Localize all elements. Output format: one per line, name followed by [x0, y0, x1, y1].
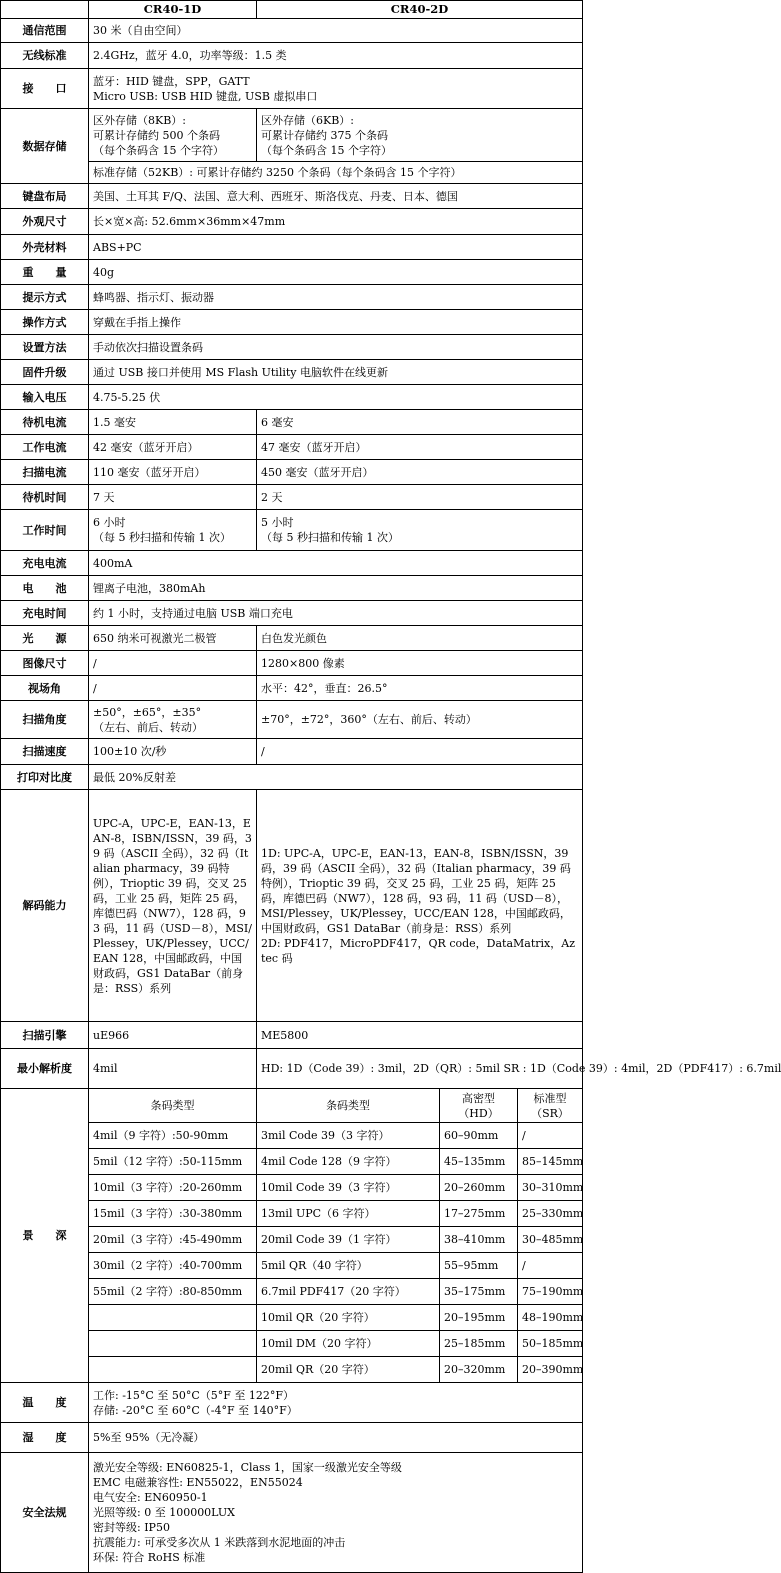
row-decode: [1, 790, 583, 1022]
dof-row: [1, 1357, 583, 1383]
row-keyboard: [1, 184, 583, 209]
dof-cell-hd: 55–95mm: [440, 1253, 518, 1279]
row-charge-current: [1, 551, 583, 576]
value-resolution-1d: 4mil: [89, 1049, 257, 1089]
dof-cell-hd: 25–185mm: [440, 1331, 518, 1357]
label-resolution: 最小解析度: [1, 1049, 89, 1089]
label-temperature: 温 度: [1, 1383, 89, 1423]
label-work-time: 工作时间: [1, 510, 89, 551]
header-cr40-2d: CR40-2D: [257, 1, 583, 19]
row-resolution: [1, 1049, 583, 1089]
row-scan-angle: [1, 701, 583, 739]
value-storage-1d: 区外存储（8KB）: 可累计存储约 500 个条码 （每个条码含 15 个字符）: [89, 109, 257, 162]
value-humidity: 5%至 95%（无冷凝）: [89, 1423, 583, 1453]
dof-cell-1d: [89, 1305, 257, 1331]
dof-cell-2d: 3mil Code 39（3 字符）: [257, 1123, 440, 1149]
label-range: 通信范围: [1, 19, 89, 43]
value-light-source-1d: 650 纳米可视激光二极管: [89, 626, 257, 651]
value-temperature: 工作: -15°C 至 50°C（5°F 至 122°F） 存储: -20°C 至 60°C（-4°F 至 140°F）: [89, 1383, 583, 1423]
dof-cell-hd: 17–275mm: [440, 1201, 518, 1227]
value-resolution-2d: HD: 1D（Code 39）: 3mil，2D（QR）: 5mil SR : 1D（Code 39）: 4mil，2D（PDF417）: 6.7mil: [257, 1049, 583, 1089]
dof-row: [1, 1123, 583, 1149]
row-scan-speed: [1, 739, 583, 765]
value-wireless: 2.4GHz，蓝牙 4.0，功率等级：1.5 类: [89, 43, 583, 69]
value-scan-angle-1d: ±50°，±65°，±35° （左右、前后、转动）: [89, 701, 257, 739]
row-light-source: [1, 626, 583, 651]
value-scan-speed-1d: 100±10 次/秒: [89, 739, 257, 765]
dof-row: [1, 1279, 583, 1305]
label-wireless: 无线标准: [1, 43, 89, 69]
value-decode-2d: 1D: UPC-A，UPC-E，EAN-13，EAN-8，ISBN/ISSN，39 码，39 码（ASCII 全码），32 码（Italian pharmacy，39 码特例），Trioptic 39 码，交叉 25 码，工业 25 码，矩阵 25 码，库德巴码（NW7），128 码，93 码，11 码（USD－8），MSI/Plessey，UK/Plessey，UCC/EAN 128，中国邮政码，中国财政码，GS1 DataBar（前身是：RSS）系列 2D: PDF417，MicroPDF417，QR code，DataMatrix，Aztec 码: [257, 790, 583, 1022]
dof-cell-sr: 75–190mm: [518, 1279, 583, 1305]
label-material: 外壳材料: [1, 235, 89, 260]
row-operation: [1, 310, 583, 335]
label-indication: 提示方式: [1, 285, 89, 310]
value-engine-1d: uE966: [89, 1022, 257, 1049]
dof-cell-sr: 30–485mm: [518, 1227, 583, 1253]
label-scan-current: 扫描电流: [1, 460, 89, 485]
label-charge-current: 充电电流: [1, 551, 89, 576]
value-work-current-2d: 47 毫安（蓝牙开启）: [257, 435, 583, 460]
dof-row: [1, 1227, 583, 1253]
dof-cell-sr: /: [518, 1123, 583, 1149]
dof-header-row: [1, 1089, 583, 1123]
row-work-current: [1, 435, 583, 460]
row-engine: [1, 1022, 583, 1049]
row-fov: [1, 676, 583, 701]
dof-cell-1d: 15mil（3 字符）:30-380mm: [89, 1201, 257, 1227]
value-material: ABS+PC: [89, 235, 583, 260]
dof-cell-sr: 25–330mm: [518, 1201, 583, 1227]
row-charge-time: [1, 601, 583, 626]
value-scan-current-2d: 450 毫安（蓝牙开启）: [257, 460, 583, 485]
dof-cell-2d: 10mil DM（20 字符）: [257, 1331, 440, 1357]
value-firmware: 通过 USB 接口并使用 MS Flash Utility 电脑软件在线更新: [89, 360, 583, 385]
value-standby-current-2d: 6 毫安: [257, 410, 583, 435]
label-standby-current: 待机电流: [1, 410, 89, 435]
label-dof: 景 深: [1, 1089, 89, 1383]
dof-header-hd: 高密型 （HD）: [440, 1089, 518, 1123]
dof-cell-2d: 10mil Code 39（3 字符）: [257, 1175, 440, 1201]
dof-cell-sr: 85–145mm: [518, 1149, 583, 1175]
value-charge-current: 400mA: [89, 551, 583, 576]
label-operation: 操作方式: [1, 310, 89, 335]
value-indication: 蜂鸣器、指示灯、振动器: [89, 285, 583, 310]
dof-cell-2d: 20mil QR（20 字符）: [257, 1357, 440, 1383]
value-scan-current-1d: 110 毫安（蓝牙开启）: [89, 460, 257, 485]
value-dimensions: 长×宽×高: 52.6mm×36mm×47mm: [89, 209, 583, 235]
label-keyboard: 键盘布局: [1, 184, 89, 209]
dof-cell-hd: 20–320mm: [440, 1357, 518, 1383]
dof-cell-2d: 6.7mil PDF417（20 字符）: [257, 1279, 440, 1305]
header-row: [1, 1, 583, 19]
dof-cell-hd: 38–410mm: [440, 1227, 518, 1253]
row-image-size: [1, 651, 583, 676]
row-standby-current: [1, 410, 583, 435]
label-light-source: 光 源: [1, 626, 89, 651]
dof-cell-1d: [89, 1331, 257, 1357]
label-fov: 视场角: [1, 676, 89, 701]
value-work-current-1d: 42 毫安（蓝牙开启）: [89, 435, 257, 460]
value-storage-2d: 区外存储（6KB）: 可累计存储约 375 个条码 （每个条码含 15 个字符）: [257, 109, 583, 162]
header-cr40-1d: CR40-1D: [89, 1, 257, 19]
value-fov-2d: 水平：42°，垂直：26.5°: [257, 676, 583, 701]
row-storage: [1, 109, 583, 162]
row-range: [1, 19, 583, 43]
dof-cell-1d: 10mil（3 字符）:20-260mm: [89, 1175, 257, 1201]
dof-cell-2d: 5mil QR（40 字符）: [257, 1253, 440, 1279]
dof-row: [1, 1305, 583, 1331]
value-weight: 40g: [89, 260, 583, 285]
label-storage: 数据存储: [1, 109, 89, 184]
row-contrast: [1, 765, 583, 790]
value-scan-angle-2d: ±70°，±72°，360°（左右、前后、转动）: [257, 701, 583, 739]
label-contrast: 打印对比度: [1, 765, 89, 790]
label-weight: 重 量: [1, 260, 89, 285]
header-blank: [1, 1, 89, 19]
dof-cell-sr: 20–390mm: [518, 1357, 583, 1383]
value-work-time-2d: 5 小时 （每 5 秒扫描和传输 1 次）: [257, 510, 583, 551]
dof-cell-1d: 30mil（2 字符）:40-700mm: [89, 1253, 257, 1279]
dof-header-sr: 标准型 （SR）: [518, 1089, 583, 1123]
dof-cell-2d: 4mil Code 128（9 字符）: [257, 1149, 440, 1175]
row-standby-time: [1, 485, 583, 510]
value-scan-speed-2d: /: [257, 739, 583, 765]
value-battery: 锂离子电池，380mAh: [89, 576, 583, 601]
value-image-size-2d: 1280×800 像素: [257, 651, 583, 676]
dof-header-2d-type: 条码类型: [257, 1089, 440, 1123]
value-setup: 手动依次扫描设置条码: [89, 335, 583, 360]
row-dimensions: [1, 209, 583, 235]
row-indication: [1, 285, 583, 310]
dof-cell-hd: 20–260mm: [440, 1175, 518, 1201]
label-standby-time: 待机时间: [1, 485, 89, 510]
value-engine-2d: ME5800: [257, 1022, 583, 1049]
value-interface: 蓝牙：HID 键盘，SPP，GATT Micro USB: USB HID 键盘, USB 虚拟串口: [89, 69, 583, 109]
value-work-time-1d: 6 小时 （每 5 秒扫描和传输 1 次）: [89, 510, 257, 551]
dof-cell-1d: [89, 1357, 257, 1383]
label-voltage: 输入电压: [1, 385, 89, 410]
label-charge-time: 充电时间: [1, 601, 89, 626]
row-material: [1, 235, 583, 260]
dof-row: [1, 1331, 583, 1357]
dof-cell-1d: 4mil（9 字符）:50-90mm: [89, 1123, 257, 1149]
value-safety: 激光安全等级: EN60825-1，Class 1，国家一级激光安全等级 EMC 电磁兼容性: EN55022，EN55024 电气安全: EN60950-1 光照等级: 0 至 100000LUX 密封等级: IP50 抗震能力: 可承受多次从 1 米跌落到水泥地面的冲击 环保: 符合 RoHS 标准: [89, 1453, 583, 1573]
label-scan-speed: 扫描速度: [1, 739, 89, 765]
row-safety: [1, 1453, 583, 1573]
label-scan-angle: 扫描角度: [1, 701, 89, 739]
value-standby-current-1d: 1.5 毫安: [89, 410, 257, 435]
label-battery: 电 池: [1, 576, 89, 601]
value-contrast: 最低 20%反射差: [89, 765, 583, 790]
value-standby-time-1d: 7 天: [89, 485, 257, 510]
row-firmware: [1, 360, 583, 385]
dof-row: [1, 1201, 583, 1227]
label-firmware: 固件升级: [1, 360, 89, 385]
dof-cell-1d: 55mil（2 字符）:80-850mm: [89, 1279, 257, 1305]
row-interface: [1, 69, 583, 109]
dof-row: [1, 1253, 583, 1279]
value-operation: 穿戴在手指上操作: [89, 310, 583, 335]
value-charge-time: 约 1 小时，支持通过电脑 USB 端口充电: [89, 601, 583, 626]
dof-cell-hd: 35–175mm: [440, 1279, 518, 1305]
label-decode: 解码能力: [1, 790, 89, 1022]
value-fov-1d: /: [89, 676, 257, 701]
value-image-size-1d: /: [89, 651, 257, 676]
row-temperature: [1, 1383, 583, 1423]
label-dimensions: 外观尺寸: [1, 209, 89, 235]
label-interface: 接 口: [1, 69, 89, 109]
value-keyboard: 美国、土耳其 F/Q、法国、意大利、西班牙、斯洛伐克、丹麦、日本、德国: [89, 184, 583, 209]
value-storage-standard: 标准存储（52KB）: 可累计存储约 3250 个条码（每个条码含 15 个字符）: [89, 162, 583, 184]
label-image-size: 图像尺寸: [1, 651, 89, 676]
label-work-current: 工作电流: [1, 435, 89, 460]
row-voltage: [1, 385, 583, 410]
label-safety: 安全法规: [1, 1453, 89, 1573]
row-wireless: [1, 43, 583, 69]
dof-row: [1, 1175, 583, 1201]
dof-cell-sr: 50–185mm: [518, 1331, 583, 1357]
dof-cell-2d: 13mil UPC（6 字符）: [257, 1201, 440, 1227]
dof-row: [1, 1149, 583, 1175]
value-light-source-2d: 白色发光颜色: [257, 626, 583, 651]
dof-cell-hd: 45–135mm: [440, 1149, 518, 1175]
dof-cell-hd: 60–90mm: [440, 1123, 518, 1149]
dof-cell-sr: 30–310mm: [518, 1175, 583, 1201]
dof-cell-1d: 20mil（3 字符）:45-490mm: [89, 1227, 257, 1253]
dof-cell-1d: 5mil（12 字符）:50-115mm: [89, 1149, 257, 1175]
label-humidity: 湿 度: [1, 1423, 89, 1453]
row-weight: [1, 260, 583, 285]
label-engine: 扫描引擎: [1, 1022, 89, 1049]
dof-cell-sr: /: [518, 1253, 583, 1279]
dof-cell-2d: 20mil Code 39（1 字符）: [257, 1227, 440, 1253]
row-storage-standard: [1, 162, 583, 184]
dof-cell-hd: 20–195mm: [440, 1305, 518, 1331]
value-standby-time-2d: 2 天: [257, 485, 583, 510]
row-humidity: [1, 1423, 583, 1453]
value-range: 30 米（自由空间）: [89, 19, 583, 43]
row-battery: [1, 576, 583, 601]
dof-cell-2d: 10mil QR（20 字符）: [257, 1305, 440, 1331]
row-scan-current: [1, 460, 583, 485]
label-setup: 设置方法: [1, 335, 89, 360]
dof-cell-sr: 48–190mm: [518, 1305, 583, 1331]
value-voltage: 4.75-5.25 伏: [89, 385, 583, 410]
row-work-time: [1, 510, 583, 551]
value-decode-1d: UPC-A，UPC-E，EAN-13，EAN-8，ISBN/ISSN，39 码，39 码（ASCII 全码），32 码（Italian pharmacy，39 码特例），Trioptic 39 码，交叉 25 码，工业 25 码，矩阵 25 码，库德巴码（NW7），128 码，93 码，11 码（USD－8），MSI/Plessey，UK/Plessey，UCC/EAN 128，中国邮政码，中国财政码，GS1 DataBar（前身是：RSS）系列: [89, 790, 257, 1022]
row-setup: [1, 335, 583, 360]
dof-header-1d-type: 条码类型: [89, 1089, 257, 1123]
